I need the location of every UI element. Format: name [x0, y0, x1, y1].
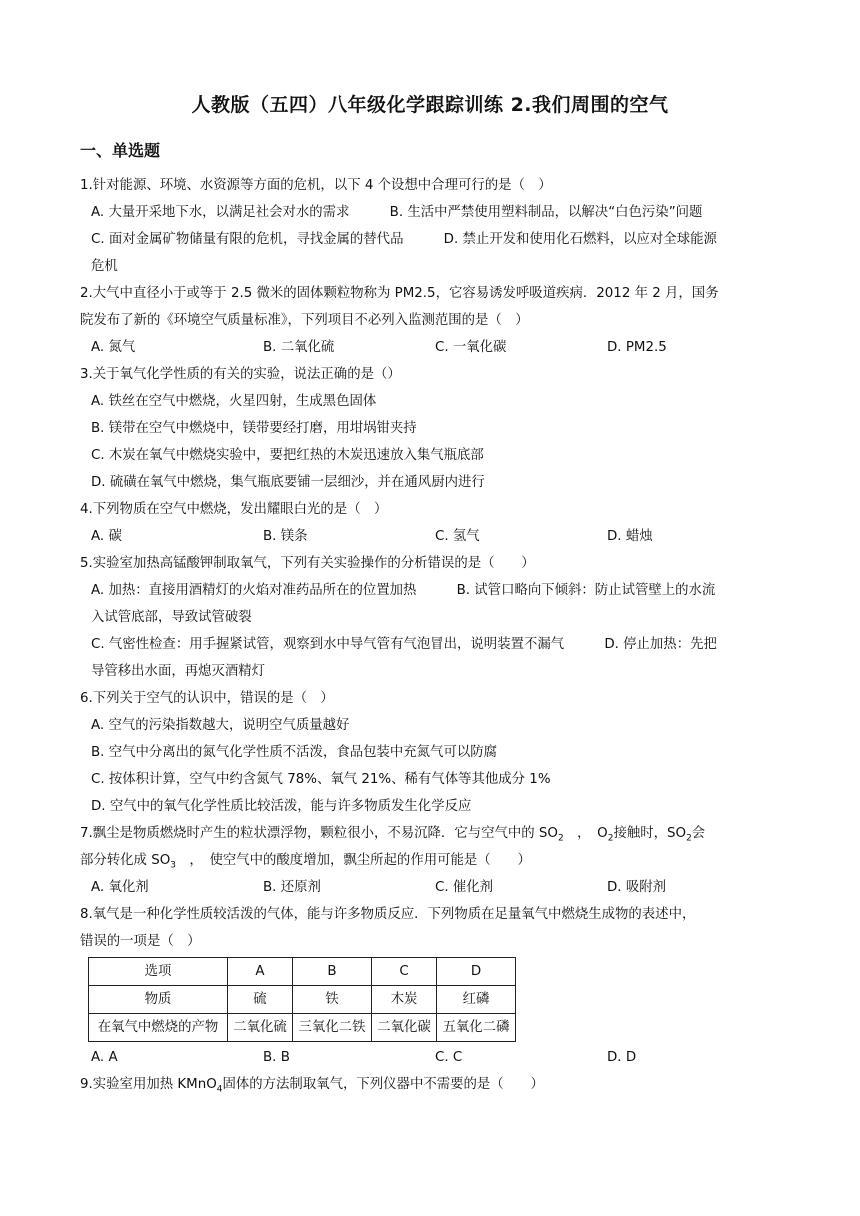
table-cell: 物质	[89, 986, 228, 1014]
option-d: D. PM2.5	[607, 340, 667, 355]
table-cell: 二氧化硫	[228, 1014, 293, 1042]
question-stem	[80, 1071, 780, 1098]
stem-text: 9.实验室用加热 KMnO	[80, 1077, 217, 1092]
document-title: 人教版（五四）八年级化学跟踪训练 2.我们周围的空气	[191, 94, 669, 116]
table-cell: 三氧化二铁	[293, 1014, 372, 1042]
subscript: 2	[686, 833, 692, 844]
option-a: A. 氮气	[91, 340, 136, 355]
stem-text: ， 使空气中的酸度增加，飘尘所起的作用可能是（ ）	[175, 853, 531, 868]
question-stem: 2.大气中直径小于或等于 2.5 微米的固体颗粒物称为 PM2.5，它容易诱发呼吸道疾病．2012 年 2 月，国务	[80, 286, 719, 301]
options	[80, 577, 780, 685]
table-cell: 在氧气中燃烧的产物	[89, 1014, 228, 1042]
question-8	[80, 901, 780, 1071]
option-a: A. 碳	[91, 529, 122, 544]
stem-text: ， O	[563, 826, 608, 841]
option-c: C. 木炭在氧气中燃烧实验中，要把红热的木炭迅速放入集气瓶底部	[91, 448, 484, 463]
section-heading: 一、单选题	[80, 141, 161, 160]
table-row	[89, 1014, 516, 1042]
option-b: B. 镁条	[263, 529, 308, 544]
option-c: C. 一氧化碳	[435, 340, 507, 355]
table-row	[89, 986, 516, 1014]
stem-text: 会	[691, 826, 706, 841]
question-stem: 1.针对能源、环境、水资源等方面的危机，以下 4 个设想中合理可行的是（ ）	[80, 178, 552, 193]
option-b: B. 还原剂	[263, 880, 321, 895]
options	[80, 199, 780, 280]
option-b: B. 镁带在空气中燃烧中，镁带要经打磨，用坩埚钳夹持	[91, 421, 417, 436]
option-b: B. B	[263, 1050, 290, 1065]
question-stem: 院发布了新的《环境空气质量标准》，下列项目不必列入监测范围的是（ ）	[80, 313, 529, 328]
options	[80, 388, 780, 496]
stem-text: 接触时，SO	[613, 826, 687, 841]
question-stem: 5.实验室加热高锰酸钾制取氧气，下列有关实验操作的分析错误的是（ ）	[80, 556, 535, 571]
table-cell: D	[437, 958, 516, 986]
table-cell: 选项	[89, 958, 228, 986]
table-cell: C	[372, 958, 437, 986]
table-cell: 木炭	[372, 986, 437, 1014]
option-c: C. 催化剂	[435, 880, 494, 895]
option-line: 导管移出水面，再熄灭酒精灯	[91, 664, 266, 679]
option-d: D. 空气中的氧气化学性质比较活泼，能与许多物质发生化学反应	[91, 799, 472, 814]
option-a: A. 氧化剂	[91, 880, 149, 895]
option-b: B. 二氧化硫	[263, 340, 335, 355]
table-cell: 硫	[228, 986, 293, 1014]
option-a: A. A	[91, 1050, 118, 1065]
subscript: 4	[216, 1084, 223, 1095]
option-c: C. 氢气	[435, 529, 480, 544]
options	[80, 1044, 780, 1071]
stem-text: 部分转化成 SO	[80, 853, 171, 868]
question-stem: 3.关于氧气化学性质的有关的实验，说法正确的是（）	[80, 367, 401, 382]
question-3	[80, 361, 780, 496]
options	[80, 712, 780, 820]
option-c: C. C	[435, 1050, 463, 1065]
table-cell: B	[293, 958, 372, 986]
table-cell: A	[228, 958, 293, 986]
question-list	[80, 172, 780, 1098]
question-stem	[80, 847, 780, 874]
option-a: A. 铁丝在空气中燃烧，火星四射，生成黑色固体	[91, 394, 377, 409]
option-line: A. 加热：直接用酒精灯的火焰对准药品所在的位置加热 B. 试管口略向下倾斜：防止试管壁上的水流	[91, 583, 716, 598]
table-cell: 红磷	[437, 986, 516, 1014]
table-cell: 铁	[293, 986, 372, 1014]
question-stem: 4.下列物质在空气中燃烧，发出耀眼白光的是（ ）	[80, 502, 388, 517]
data-table	[88, 957, 516, 1042]
option-d: D. D	[607, 1050, 637, 1065]
option-d: D. 蜡烛	[607, 529, 653, 544]
stem-text: 7.飘尘是物质燃烧时产生的粒状漂浮物，颗粒很小，不易沉降．它与空气中的 SO	[80, 826, 558, 841]
question-4	[80, 496, 780, 550]
table-cell: 二氧化碳	[372, 1014, 437, 1042]
option-line: C. 面对金属矿物储量有限的危机，寻找金属的替代品 D. 禁止开发和使用化石燃料，以应对全球能源	[91, 232, 717, 247]
option-d: D. 硫磺在氧气中燃烧，集气瓶底要铺一层细沙，并在通风厨内进行	[91, 475, 485, 490]
question-5	[80, 550, 780, 685]
table-cell: 五氧化二磷	[437, 1014, 516, 1042]
question-stem: 6.下列关于空气的认识中，错误的是（ ）	[80, 691, 334, 706]
options	[80, 874, 780, 901]
question-2	[80, 280, 780, 361]
option-line: 入试管底部，导致试管破裂	[91, 610, 252, 625]
question-1	[80, 172, 780, 280]
option-a: A. 空气的污染指数越大，说明空气质量越好	[91, 718, 350, 733]
subscript: 2	[557, 833, 564, 844]
option-line: A. 大量开采地下水，以满足社会对水的需求 B. 生活中严禁使用塑料制品，以解决“白色污染”问题	[91, 205, 703, 220]
question-stem: 8.氧气是一种化学性质较活泼的气体，能与许多物质反应．下列物质在足量氧气中燃烧生成物的表述中，	[80, 907, 696, 922]
option-b: B. 空气中分离出的氮气化学性质不活泼，食品包装中充氮气可以防腐	[91, 745, 498, 760]
question-6	[80, 685, 780, 820]
option-line: C. 气密性检查：用手握紧试管，观察到水中导气管有气泡冒出，说明装置不漏气 D. 停止加热：先把	[91, 637, 717, 652]
question-7	[80, 820, 780, 901]
options	[80, 523, 780, 550]
question-9	[80, 1071, 780, 1098]
subscript: 3	[170, 860, 176, 871]
options	[80, 334, 780, 361]
question-stem	[80, 820, 780, 847]
table-row	[89, 958, 516, 986]
option-c: C. 按体积计算，空气中约含氮气 78%、氧气 21%、稀有气体等其他成分 1%	[91, 772, 551, 787]
question-stem: 错误的一项是（ ）	[80, 934, 201, 949]
option-d: D. 吸附剂	[607, 880, 666, 895]
option-line: 危机	[91, 259, 118, 274]
subscript: 2	[607, 833, 614, 844]
stem-text: 固体的方法制取氧气，下列仪器中不需要的是（ ）	[222, 1077, 544, 1092]
